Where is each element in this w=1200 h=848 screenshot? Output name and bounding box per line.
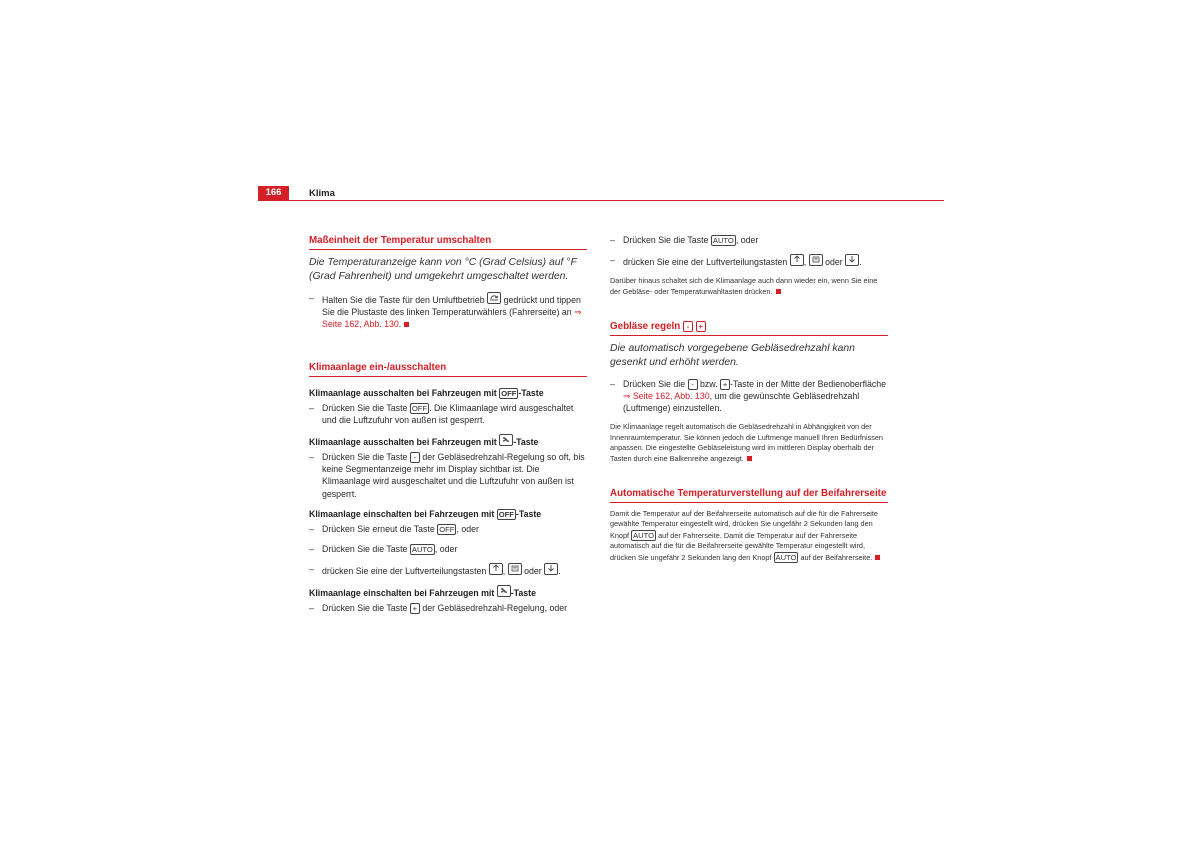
auto-key-icon: AUTO [712,236,734,245]
off-key-icon: OFF [498,509,514,519]
minus-key-icon: - [683,321,693,332]
list-item: – Halten Sie die Taste für den Umluftbetrieb gedrückt und tippen Sie die Plustaste des linken Temperaturwählers (Fahrerseite) an ⇒ Seite 162, Abb. 130. [309,293,582,330]
dash-bullet: – [309,293,314,303]
list-item: – drücken Sie eine der Luftverteilungstasten , oder . [309,564,561,577]
subheading-fan-key: Klimaanlage ausschalten bei Fahrzeugen mit -Taste [309,434,587,448]
list-item: – Drücken Sie die Taste - der Gebläsedrehzahl-Regelung so oft, bis keine Segmentanzeige mehr im Display sichtbar ist. Die Klimaanlage wird ausgeschaltet und die Luftzufuhr von außen ist gesperrt. [309,452,585,499]
chapter-title: Klima [309,188,335,199]
right-column [610,234,888,564]
page-number: 166 [258,186,289,200]
air-footwell-key-icon [845,254,859,266]
header-rule [258,200,944,201]
note-text: Darüber hinaus schaltet sich die Klimaanlage auch dann wieder ein, wenn Sie eine der Gebläse- oder Temperaturwahltasten drücken. [610,276,878,296]
air-windshield-key-icon [790,254,804,266]
list-item: – Drücken Sie erneut die Taste OFF , oder [309,523,479,534]
list-item: – Drücken Sie die Taste OFF . Die Klimaanlage wird ausgeschaltet und die Luftzufuhr von außen ist gesperrt. [309,402,574,425]
minus-key-icon: - [688,379,698,390]
section-end-marker [875,555,880,560]
auto-key-icon: AUTO [411,545,433,555]
list-item: – Drücken Sie die Taste AUTO , oder [610,235,759,245]
fan-key-icon [499,434,513,446]
section-heading-fan-control: Gebläse regeln - + [610,320,888,336]
section-end-marker [404,322,409,327]
plus-key-icon: + [720,379,730,390]
list-item: – drücken Sie eine der Luftverteilungstasten , oder . [610,255,862,268]
page-reference-link[interactable]: ⇒ Seite 162, Abb. 130 [322,307,582,330]
list-item: – Drücken Sie die Taste AUTO , oder [309,544,458,555]
air-footwell-key-icon [544,563,558,575]
off-key-icon: OFF [439,524,455,534]
fan-key-icon [497,585,511,597]
recirculation-key-icon [487,292,501,304]
section-heading-temperature-unit: Maßeinheit der Temperatur umschalten [309,234,587,250]
air-body-key-icon [809,254,823,266]
minus-key-icon: - [410,452,420,463]
left-column [309,234,587,623]
plus-key-icon: + [410,603,420,614]
section-intro: Die Temperaturanzeige kann von °C (Grad Celsius) auf °F (Grad Fahrenheit) und umgekehrt umgeschaltet werden. [309,257,577,282]
subheading-off-key: Klimaanlage ausschalten bei Fahrzeugen mit OFF -Taste [309,387,544,398]
plus-key-icon: + [696,321,706,332]
page-reference-link[interactable]: ⇒ Seite 162, Abb. 130 [623,390,710,401]
subheading-off-key-on: Klimaanlage einschalten bei Fahrzeugen mit OFF -Taste [309,508,542,519]
auto-key-icon: AUTO [633,530,655,540]
paragraph-text: Damit die Temperatur auf der Beifahrerseite automatisch auf die für die Fahrerseite gewählte Temperatur eingestellt wird, drücken Sie ungefähr 2 Sekunden lang den Knopf AUTO auf der Fahrerseite. Damit die Temperatur auf der Fahrerseite automatisch auf die für die Beifahrerseite gewählte Temperatur eingestellt wird, drücken Sie ungefähr 2 Sekunden lang den Knopf AUTO auf der Beifahrerseite. [610,509,888,564]
air-windshield-key-icon [489,563,503,575]
subheading-fan-key-on: Klimaanlage einschalten bei Fahrzeugen mit -Taste [309,585,587,599]
section-intro: Die automatisch vorgegebene Gebläsedrehzahl kann gesenkt und erhöht werden. [610,342,855,368]
list-item: – Drücken Sie die - bzw. + -Taste in der Mitte der Bedienoberfläche ⇒ Seite 162, Abb. 130, um die gewünschte Gebläsedrehzahl (Luftmenge) einzustellen. [610,378,887,413]
section-end-marker [776,289,781,294]
off-key-icon: OFF [411,403,428,413]
air-body-key-icon [508,563,522,575]
auto-key-icon: AUTO [775,552,797,562]
section-end-marker [747,456,752,461]
off-key-icon: OFF [501,388,517,398]
note-text: Die Klimaanlage regelt automatisch die Gebläsedrehzahl in Abhängigkeit von der Innenraumtemperatur. Sie können jedoch die Luftmenge manuell Ihren Bedürfnissen anpassen. Die eingestellte Gebläseleistung wird im mittleren Display oberhalb der Tasten durch eine Balkenreihe angezeigt. [610,422,883,463]
list-item: – Drücken Sie die Taste + der Gebläsedrehzahl-Regelung, oder [309,603,568,614]
section-heading-ac-on-off: Klimaanlage ein-/ausschalten [309,361,587,377]
section-heading-passenger-temp: Automatische Temperaturverstellung auf der Beifahrerseite [610,487,888,503]
